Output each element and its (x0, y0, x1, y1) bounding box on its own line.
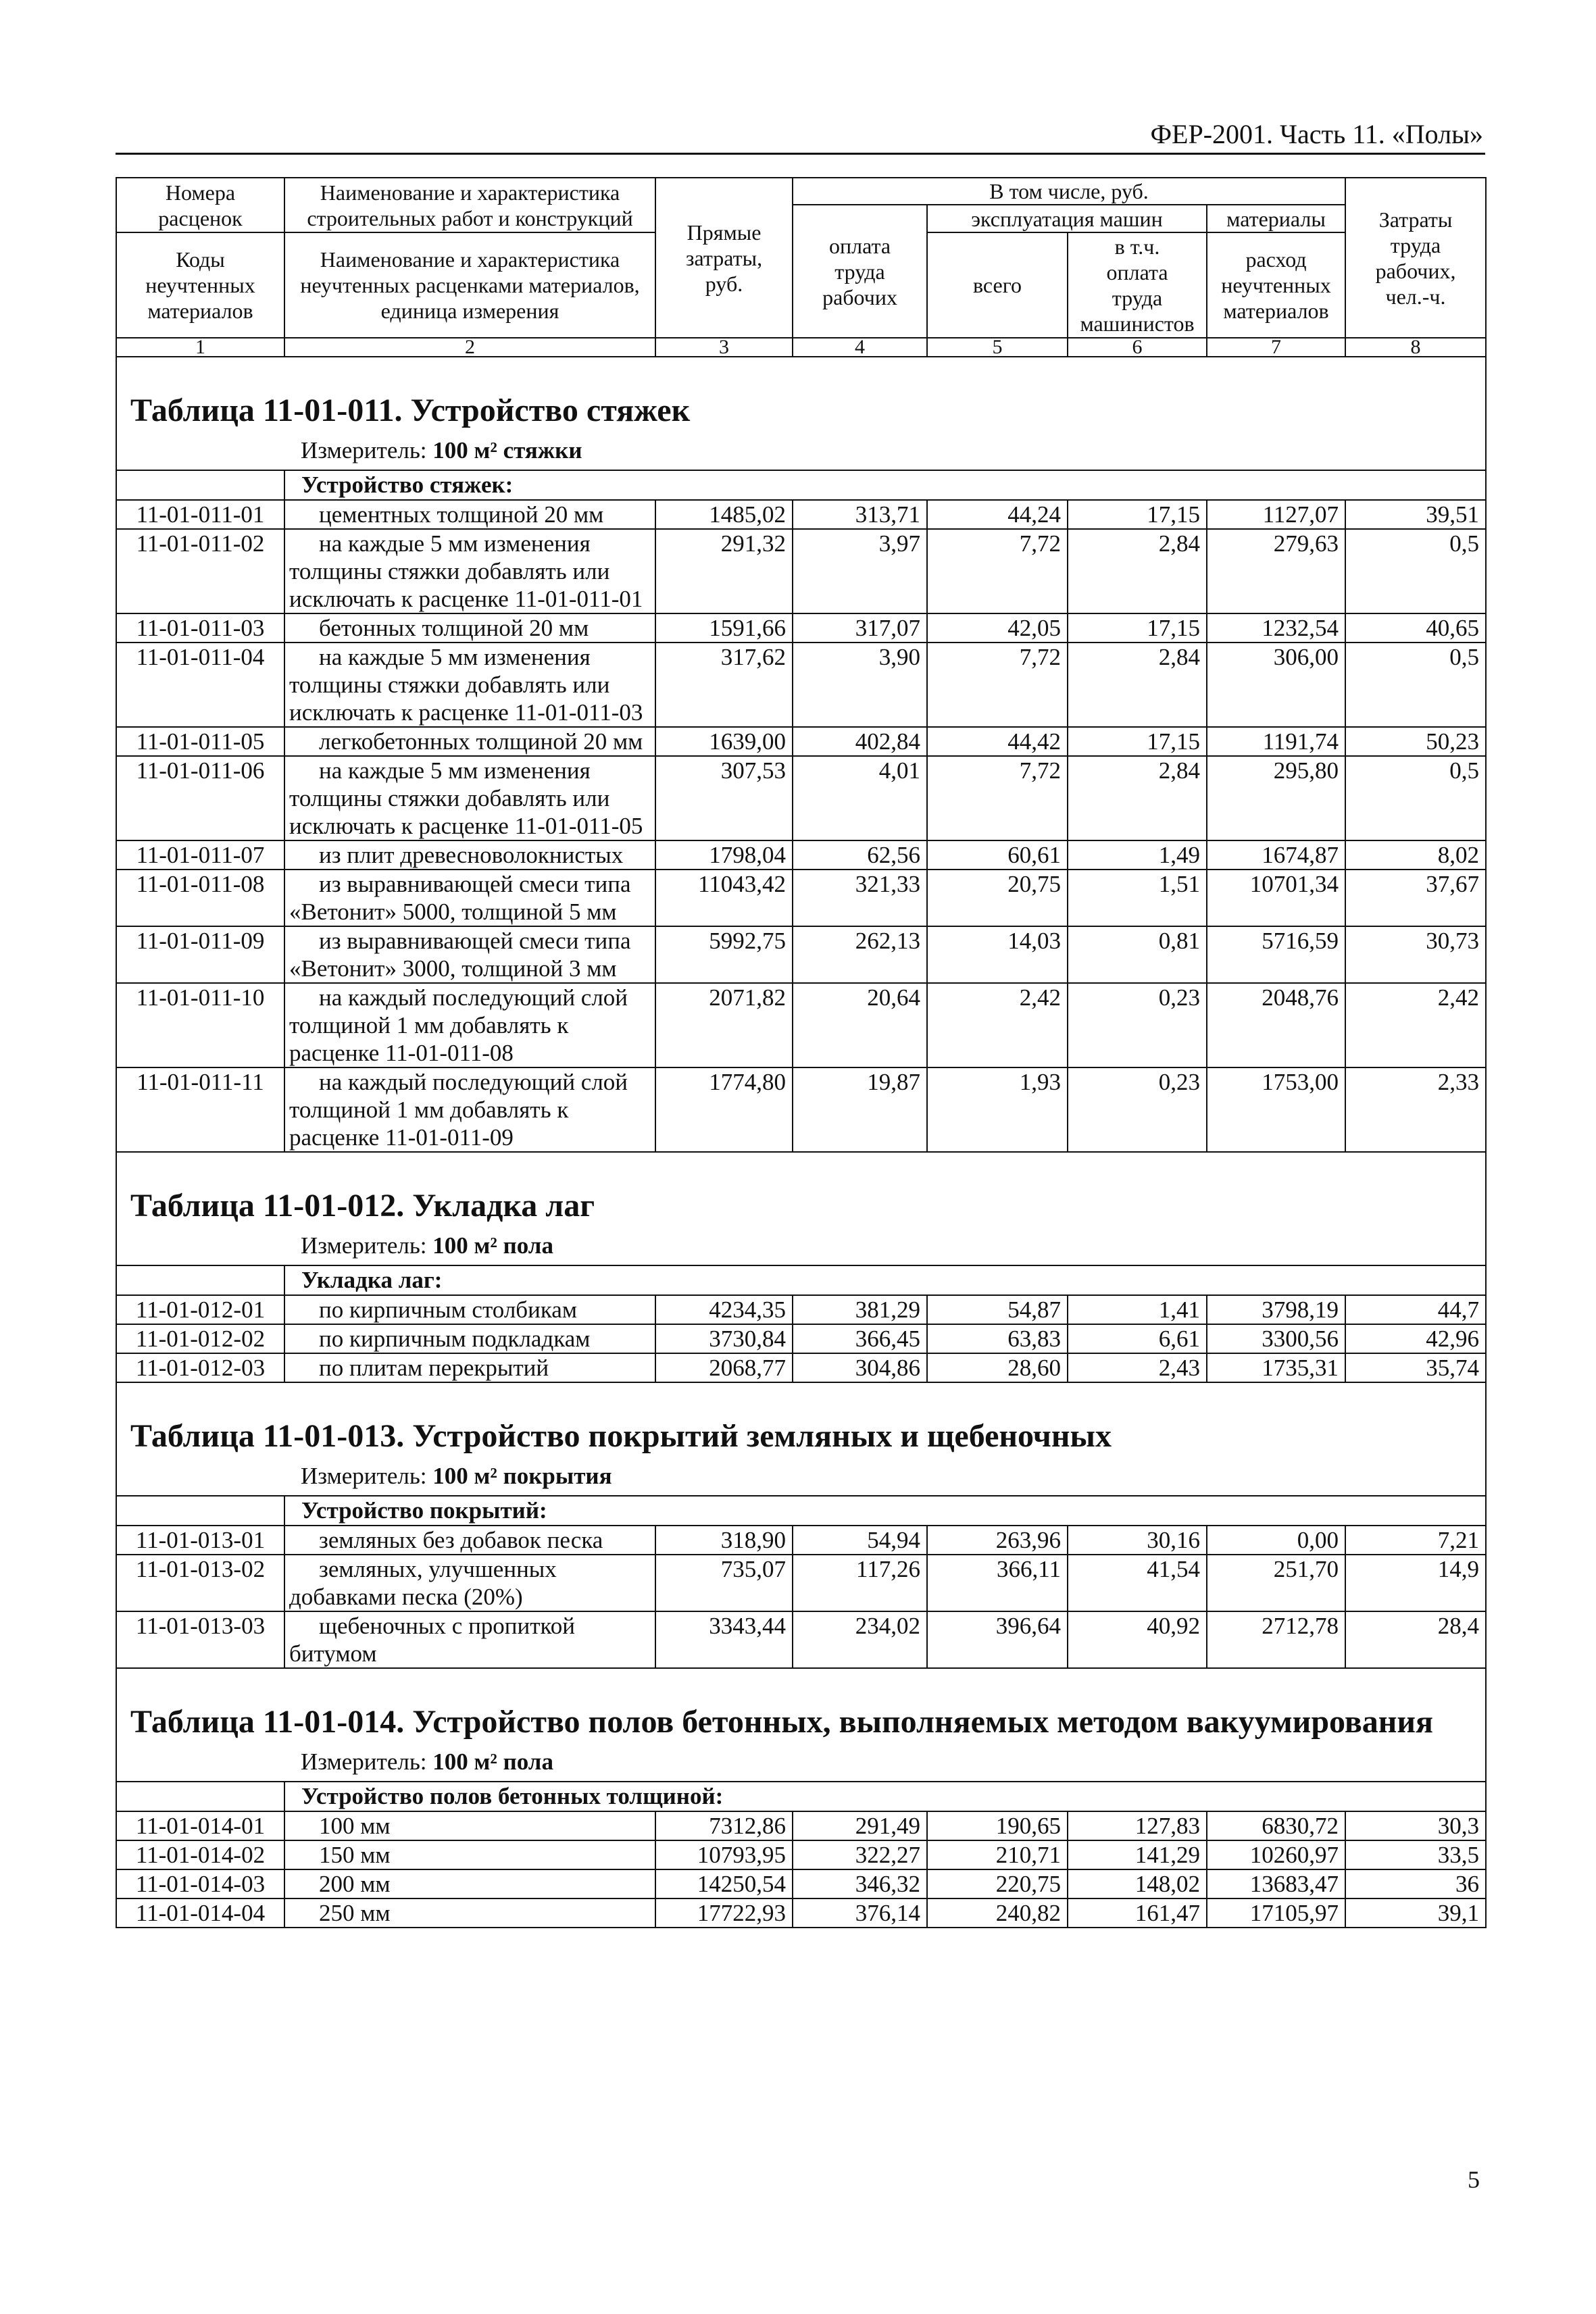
labor-hours-value: 33,5 (1345, 1840, 1486, 1869)
direct-costs-value: 17722,93 (655, 1898, 793, 1928)
work-name: из выравнивающей смеси типа «Ветонит» 5000, толщиной 5 мм (284, 870, 655, 926)
rate-row (116, 1295, 1486, 1324)
rate-code: 11-01-012-01 (116, 1295, 284, 1324)
machine-costs-value: 60,61 (927, 840, 1068, 870)
worker-pay-value: 346,32 (793, 1869, 927, 1898)
materials-value: 279,63 (1207, 529, 1345, 613)
header-line: неучтенных (1221, 273, 1331, 297)
operator-pay-value: 2,84 (1068, 643, 1207, 727)
materials-value: 3798,19 (1207, 1295, 1345, 1324)
worker-pay-value: 291,49 (793, 1811, 927, 1840)
machine-costs-value: 1,93 (927, 1067, 1068, 1152)
machine-costs-value: 54,87 (927, 1295, 1068, 1324)
header-line: неучтенных (145, 273, 255, 297)
rate-code: 11-01-011-01 (116, 500, 284, 529)
header-line: всего (972, 273, 1022, 297)
materials-value: 1735,31 (1207, 1353, 1345, 1382)
direct-costs-value: 1591,66 (655, 613, 793, 643)
rate-code: 11-01-014-02 (116, 1840, 284, 1869)
operator-pay-value: 0,81 (1068, 926, 1207, 983)
section-title-row (116, 357, 1486, 470)
operator-pay-value: 161,47 (1068, 1898, 1207, 1928)
header-line: единица измерения (380, 299, 559, 323)
header-material-names (284, 232, 655, 338)
labor-hours-value: 0,5 (1345, 529, 1486, 613)
header-work-name (284, 178, 655, 232)
direct-costs-value: 14250,54 (655, 1869, 793, 1898)
operator-pay-value: 2,84 (1068, 529, 1207, 613)
work-name: цементных толщиной 20 мм (284, 500, 655, 529)
direct-costs-value: 1774,80 (655, 1067, 793, 1152)
materials-value: 1127,07 (1207, 500, 1345, 529)
materials-value: 3300,56 (1207, 1324, 1345, 1353)
labor-hours-value: 36 (1345, 1869, 1486, 1898)
machine-costs-value: 7,72 (927, 756, 1068, 840)
rate-row (116, 1555, 1486, 1611)
rates-body (116, 357, 1486, 1928)
direct-costs-value: 1639,00 (655, 727, 793, 756)
machine-costs-value: 2,42 (927, 983, 1068, 1067)
group-row (116, 1265, 1486, 1295)
rate-code: 11-01-011-02 (116, 529, 284, 613)
group-row (116, 470, 1486, 500)
header-line: Затраты (1378, 207, 1453, 232)
rate-row (116, 1611, 1486, 1668)
header-line: затраты, (685, 245, 763, 270)
machine-costs-value: 44,42 (927, 727, 1068, 756)
section-title: Таблица 11-01-014. Устройство полов бетонных, выполняемых методом вакуумирования (130, 1704, 1434, 1740)
direct-costs-value: 2071,82 (655, 983, 793, 1067)
work-name: земляных без добавок песка (284, 1526, 655, 1555)
rate-row (116, 1067, 1486, 1152)
header-line: эксплуатация машин (971, 206, 1163, 231)
materials-value: 13683,47 (1207, 1869, 1345, 1898)
rate-code: 11-01-011-06 (116, 756, 284, 840)
labor-hours-value: 39,1 (1345, 1898, 1486, 1928)
header-line: материалы (1226, 206, 1326, 231)
operator-pay-value: 1,51 (1068, 870, 1207, 926)
work-name: на каждые 5 мм изменения толщины стяжки добавлять или исключать к расценке 11-01-011-03 (284, 643, 655, 727)
header-worker-pay (793, 205, 927, 338)
materials-value: 2048,76 (1207, 983, 1345, 1067)
table-header (116, 178, 1486, 357)
direct-costs-value: 1798,04 (655, 840, 793, 870)
machine-costs-value: 63,83 (927, 1324, 1068, 1353)
rate-row (116, 983, 1486, 1067)
column-number: 7 (1207, 338, 1345, 357)
labor-hours-value: 39,51 (1345, 500, 1486, 529)
work-name: бетонных толщиной 20 мм (284, 613, 655, 643)
group-label: Устройство полов бетонных толщиной: (284, 1782, 1486, 1811)
rate-code: 11-01-012-03 (116, 1353, 284, 1382)
operator-pay-value: 17,15 (1068, 500, 1207, 529)
rate-code: 11-01-014-04 (116, 1898, 284, 1928)
rate-row (116, 1324, 1486, 1353)
operator-pay-value: 0,23 (1068, 983, 1207, 1067)
measure-label: Измеритель: (301, 437, 427, 463)
section-title: Таблица 11-01-012. Укладка лаг (130, 1188, 595, 1224)
header-material-codes (116, 232, 284, 338)
machine-costs-value: 42,05 (927, 613, 1068, 643)
worker-pay-value: 322,27 (793, 1840, 927, 1869)
machine-costs-value: 366,11 (927, 1555, 1068, 1611)
section-title-row (116, 1668, 1486, 1782)
column-number: 5 (927, 338, 1068, 357)
work-name: на каждый последующий слой толщиной 1 мм добавлять к расценке 11-01-011-09 (284, 1067, 655, 1152)
materials-value: 306,00 (1207, 643, 1345, 727)
rate-code: 11-01-011-10 (116, 983, 284, 1067)
worker-pay-value: 4,01 (793, 756, 927, 840)
direct-costs-value: 318,90 (655, 1526, 793, 1555)
header-including (793, 178, 1345, 205)
operator-pay-value: 2,43 (1068, 1353, 1207, 1382)
work-name: по кирпичным подкладкам (284, 1324, 655, 1353)
rate-row (116, 870, 1486, 926)
work-name: по кирпичным столбикам (284, 1295, 655, 1324)
section-title-row (116, 1382, 1486, 1496)
rate-code: 11-01-011-11 (116, 1067, 284, 1152)
operator-pay-value: 141,29 (1068, 1840, 1207, 1869)
work-name: 200 мм (284, 1869, 655, 1898)
machine-costs-value: 20,75 (927, 870, 1068, 926)
labor-hours-value: 30,3 (1345, 1811, 1486, 1840)
header-line: неучтенных расценками материалов, (300, 273, 640, 297)
rate-row (116, 1526, 1486, 1555)
worker-pay-value: 117,26 (793, 1555, 927, 1611)
measure-label: Измеритель: (301, 1749, 427, 1775)
work-name: на каждый последующий слой толщиной 1 мм добавлять к расценке 11-01-011-08 (284, 983, 655, 1067)
measure-label: Измеритель: (301, 1463, 427, 1489)
rate-row (116, 1869, 1486, 1898)
worker-pay-value: 321,33 (793, 870, 927, 926)
header-line: Номера (165, 180, 236, 205)
work-name: на каждые 5 мм изменения толщины стяжки добавлять или исключать к расценке 11-01-011-01 (284, 529, 655, 613)
header-line: руб. (705, 271, 743, 296)
worker-pay-value: 376,14 (793, 1898, 927, 1928)
rate-row (116, 756, 1486, 840)
rate-row (116, 840, 1486, 870)
materials-value: 0,00 (1207, 1526, 1345, 1555)
group-row (116, 1782, 1486, 1811)
column-number-row (116, 338, 1486, 357)
rate-code: 11-01-011-08 (116, 870, 284, 926)
machine-costs-value: 7,72 (927, 529, 1068, 613)
operator-pay-value: 0,23 (1068, 1067, 1207, 1152)
rates-table (116, 177, 1487, 1928)
operator-pay-value: 127,83 (1068, 1811, 1207, 1840)
machine-costs-value: 190,65 (927, 1811, 1068, 1840)
header-line: в т.ч. (1114, 234, 1160, 259)
rate-row (116, 529, 1486, 613)
materials-value: 251,70 (1207, 1555, 1345, 1611)
operator-pay-value: 6,61 (1068, 1324, 1207, 1353)
header-direct-costs (655, 178, 793, 338)
worker-pay-value: 381,29 (793, 1295, 927, 1324)
header-line: рабочих (822, 284, 897, 309)
header-line: Коды (176, 247, 225, 272)
header-line: рабочих, (1375, 258, 1456, 283)
labor-hours-value: 8,02 (1345, 840, 1486, 870)
direct-costs-value: 5992,75 (655, 926, 793, 983)
measure-line (301, 437, 1485, 464)
operator-pay-value: 17,15 (1068, 613, 1207, 643)
header-line: чел.-ч. (1385, 284, 1446, 309)
header-machine-total (927, 232, 1068, 338)
worker-pay-value: 19,87 (793, 1067, 927, 1152)
labor-hours-value: 7,21 (1345, 1526, 1486, 1555)
labor-hours-value: 28,4 (1345, 1611, 1486, 1668)
work-name: 250 мм (284, 1898, 655, 1928)
measure-label: Измеритель: (301, 1232, 427, 1259)
column-number: 6 (1068, 338, 1207, 357)
work-name: легкобетонных толщиной 20 мм (284, 727, 655, 756)
section-title-cell (116, 1382, 1486, 1496)
direct-costs-value: 7312,86 (655, 1811, 793, 1840)
measure-line (301, 1463, 1485, 1490)
machine-costs-value: 220,75 (927, 1869, 1068, 1898)
direct-costs-value: 735,07 (655, 1555, 793, 1611)
work-name: из выравнивающей смеси типа «Ветонит» 3000, толщиной 3 мм (284, 926, 655, 983)
operator-pay-value: 17,15 (1068, 727, 1207, 756)
labor-hours-value: 2,33 (1345, 1067, 1486, 1152)
work-name: из плит древесноволокнистых (284, 840, 655, 870)
header-labor-costs (1345, 178, 1486, 338)
column-number: 2 (284, 338, 655, 357)
measure-line (301, 1232, 1485, 1259)
worker-pay-value: 402,84 (793, 727, 927, 756)
direct-costs-value: 307,53 (655, 756, 793, 840)
labor-hours-value: 0,5 (1345, 643, 1486, 727)
labor-hours-value: 40,65 (1345, 613, 1486, 643)
header-line: Прямые (687, 220, 762, 245)
header-line: материалов (147, 299, 253, 323)
rate-row (116, 613, 1486, 643)
column-number: 3 (655, 338, 793, 357)
materials-value: 5716,59 (1207, 926, 1345, 983)
rate-row (116, 926, 1486, 983)
rate-code: 11-01-011-09 (116, 926, 284, 983)
header-line: труда (1390, 232, 1441, 257)
materials-value: 295,80 (1207, 756, 1345, 840)
rate-row (116, 1898, 1486, 1928)
work-name: 100 мм (284, 1811, 655, 1840)
rate-code: 11-01-011-04 (116, 643, 284, 727)
operator-pay-value: 148,02 (1068, 1869, 1207, 1898)
group-label: Устройство покрытий: (284, 1496, 1486, 1526)
header-line: оплата (828, 233, 891, 258)
operator-pay-value: 1,41 (1068, 1295, 1207, 1324)
section-title-row (116, 1152, 1486, 1265)
header-line: строительных работ и конструкций (307, 205, 633, 230)
rate-code: 11-01-013-02 (116, 1555, 284, 1611)
labor-hours-value: 42,96 (1345, 1324, 1486, 1353)
worker-pay-value: 3,90 (793, 643, 927, 727)
header-line: материалов (1223, 299, 1329, 323)
group-label: Укладка лаг: (284, 1265, 1486, 1295)
direct-costs-value: 1485,02 (655, 500, 793, 529)
rate-code: 11-01-012-02 (116, 1324, 284, 1353)
materials-value: 10701,34 (1207, 870, 1345, 926)
rate-row (116, 1811, 1486, 1840)
worker-pay-value: 62,56 (793, 840, 927, 870)
materials-value: 1674,87 (1207, 840, 1345, 870)
worker-pay-value: 313,71 (793, 500, 927, 529)
worker-pay-value: 366,45 (793, 1324, 927, 1353)
measure-value: 100 м² покрытия (432, 1463, 612, 1489)
machine-costs-value: 7,72 (927, 643, 1068, 727)
operator-pay-value: 1,49 (1068, 840, 1207, 870)
work-name: щебеночных с пропиткой битумом (284, 1611, 655, 1668)
materials-value: 1753,00 (1207, 1067, 1345, 1152)
running-header: ФЕР-2001. Часть 11. «Полы» (1150, 119, 1483, 149)
rate-code: 11-01-013-03 (116, 1611, 284, 1668)
direct-costs-value: 3343,44 (655, 1611, 793, 1668)
machine-costs-value: 240,82 (927, 1898, 1068, 1928)
worker-pay-value: 304,86 (793, 1353, 927, 1382)
measure-line (301, 1749, 1485, 1776)
direct-costs-value: 291,32 (655, 529, 793, 613)
operator-pay-value: 2,84 (1068, 756, 1207, 840)
section-title-cell (116, 357, 1486, 470)
header-rate-numbers (116, 178, 284, 232)
worker-pay-value: 317,07 (793, 613, 927, 643)
operator-pay-value: 41,54 (1068, 1555, 1207, 1611)
column-number: 4 (793, 338, 927, 357)
direct-costs-value: 10793,95 (655, 1840, 793, 1869)
materials-value: 1191,74 (1207, 727, 1345, 756)
machine-costs-value: 210,71 (927, 1840, 1068, 1869)
section-title: Таблица 11-01-011. Устройство стяжек (130, 393, 691, 428)
header-line: машинистов (1080, 311, 1195, 336)
operator-pay-value: 30,16 (1068, 1526, 1207, 1555)
direct-costs-value: 11043,42 (655, 870, 793, 926)
materials-value: 2712,78 (1207, 1611, 1345, 1668)
group-code-cell (116, 1265, 284, 1295)
header-line: В том числе, руб. (989, 179, 1149, 203)
rate-code: 11-01-011-03 (116, 613, 284, 643)
section-title: Таблица 11-01-013. Устройство покрытий земляных и щебеночных (130, 1418, 1112, 1454)
header-line: оплата (1106, 260, 1168, 284)
header-line: Наименование и характеристика (320, 247, 620, 272)
header-materials (1207, 205, 1345, 232)
work-name: на каждые 5 мм изменения толщины стяжки добавлять или исключать к расценке 11-01-011-05 (284, 756, 655, 840)
labor-hours-value: 0,5 (1345, 756, 1486, 840)
rate-code: 11-01-014-03 (116, 1869, 284, 1898)
labor-hours-value: 35,74 (1345, 1353, 1486, 1382)
rate-code: 11-01-011-05 (116, 727, 284, 756)
worker-pay-value: 234,02 (793, 1611, 927, 1668)
machine-costs-value: 263,96 (927, 1526, 1068, 1555)
materials-value: 1232,54 (1207, 613, 1345, 643)
machine-costs-value: 44,24 (927, 500, 1068, 529)
work-name: земляных, улучшенных добавками песка (20%) (284, 1555, 655, 1611)
header-line: труда (1112, 286, 1163, 310)
rate-code: 11-01-014-01 (116, 1811, 284, 1840)
direct-costs-value: 4234,35 (655, 1295, 793, 1324)
materials-value: 10260,97 (1207, 1840, 1345, 1869)
column-number: 1 (116, 338, 284, 357)
header-unaccounted-materials (1207, 232, 1345, 338)
materials-value: 17105,97 (1207, 1898, 1345, 1928)
labor-hours-value: 2,42 (1345, 983, 1486, 1067)
machine-costs-value: 28,60 (927, 1353, 1068, 1382)
group-code-cell (116, 470, 284, 500)
group-row (116, 1496, 1486, 1526)
rate-code: 11-01-011-07 (116, 840, 284, 870)
column-number: 8 (1345, 338, 1486, 357)
rate-row (116, 1840, 1486, 1869)
work-name: 150 мм (284, 1840, 655, 1869)
labor-hours-value: 14,9 (1345, 1555, 1486, 1611)
worker-pay-value: 20,64 (793, 983, 927, 1067)
labor-hours-value: 44,7 (1345, 1295, 1486, 1324)
operator-pay-value: 40,92 (1068, 1611, 1207, 1668)
rate-row (116, 643, 1486, 727)
rate-code: 11-01-013-01 (116, 1526, 284, 1555)
header-line: расход (1245, 247, 1307, 272)
group-code-cell (116, 1782, 284, 1811)
header-machine-operation (927, 205, 1207, 232)
rate-row (116, 1353, 1486, 1382)
worker-pay-value: 262,13 (793, 926, 927, 983)
page-number: 5 (1468, 2166, 1480, 2193)
section-title-cell (116, 1152, 1486, 1265)
header-line: труда (834, 259, 885, 284)
machine-costs-value: 396,64 (927, 1611, 1068, 1668)
direct-costs-value: 2068,77 (655, 1353, 793, 1382)
header-row (116, 178, 1486, 205)
header-line: расценок (158, 205, 243, 230)
work-name: по плитам перекрытий (284, 1353, 655, 1382)
rate-row (116, 727, 1486, 756)
materials-value: 6830,72 (1207, 1811, 1345, 1840)
measure-value: 100 м² стяжки (432, 437, 582, 463)
header-line: Наименование и характеристика (320, 180, 620, 205)
measure-value: 100 м² пола (432, 1232, 553, 1259)
direct-costs-value: 3730,84 (655, 1324, 793, 1353)
machine-costs-value: 14,03 (927, 926, 1068, 983)
rate-row (116, 500, 1486, 529)
section-title-cell (116, 1668, 1486, 1782)
group-code-cell (116, 1496, 284, 1526)
group-label: Устройство стяжек: (284, 470, 1486, 500)
worker-pay-value: 3,97 (793, 529, 927, 613)
worker-pay-value: 54,94 (793, 1526, 927, 1555)
direct-costs-value: 317,62 (655, 643, 793, 727)
measure-value: 100 м² пола (432, 1749, 553, 1775)
labor-hours-value: 50,23 (1345, 727, 1486, 756)
header-operator-pay (1068, 232, 1207, 338)
labor-hours-value: 30,73 (1345, 926, 1486, 983)
labor-hours-value: 37,67 (1345, 870, 1486, 926)
header-rule (116, 153, 1485, 155)
